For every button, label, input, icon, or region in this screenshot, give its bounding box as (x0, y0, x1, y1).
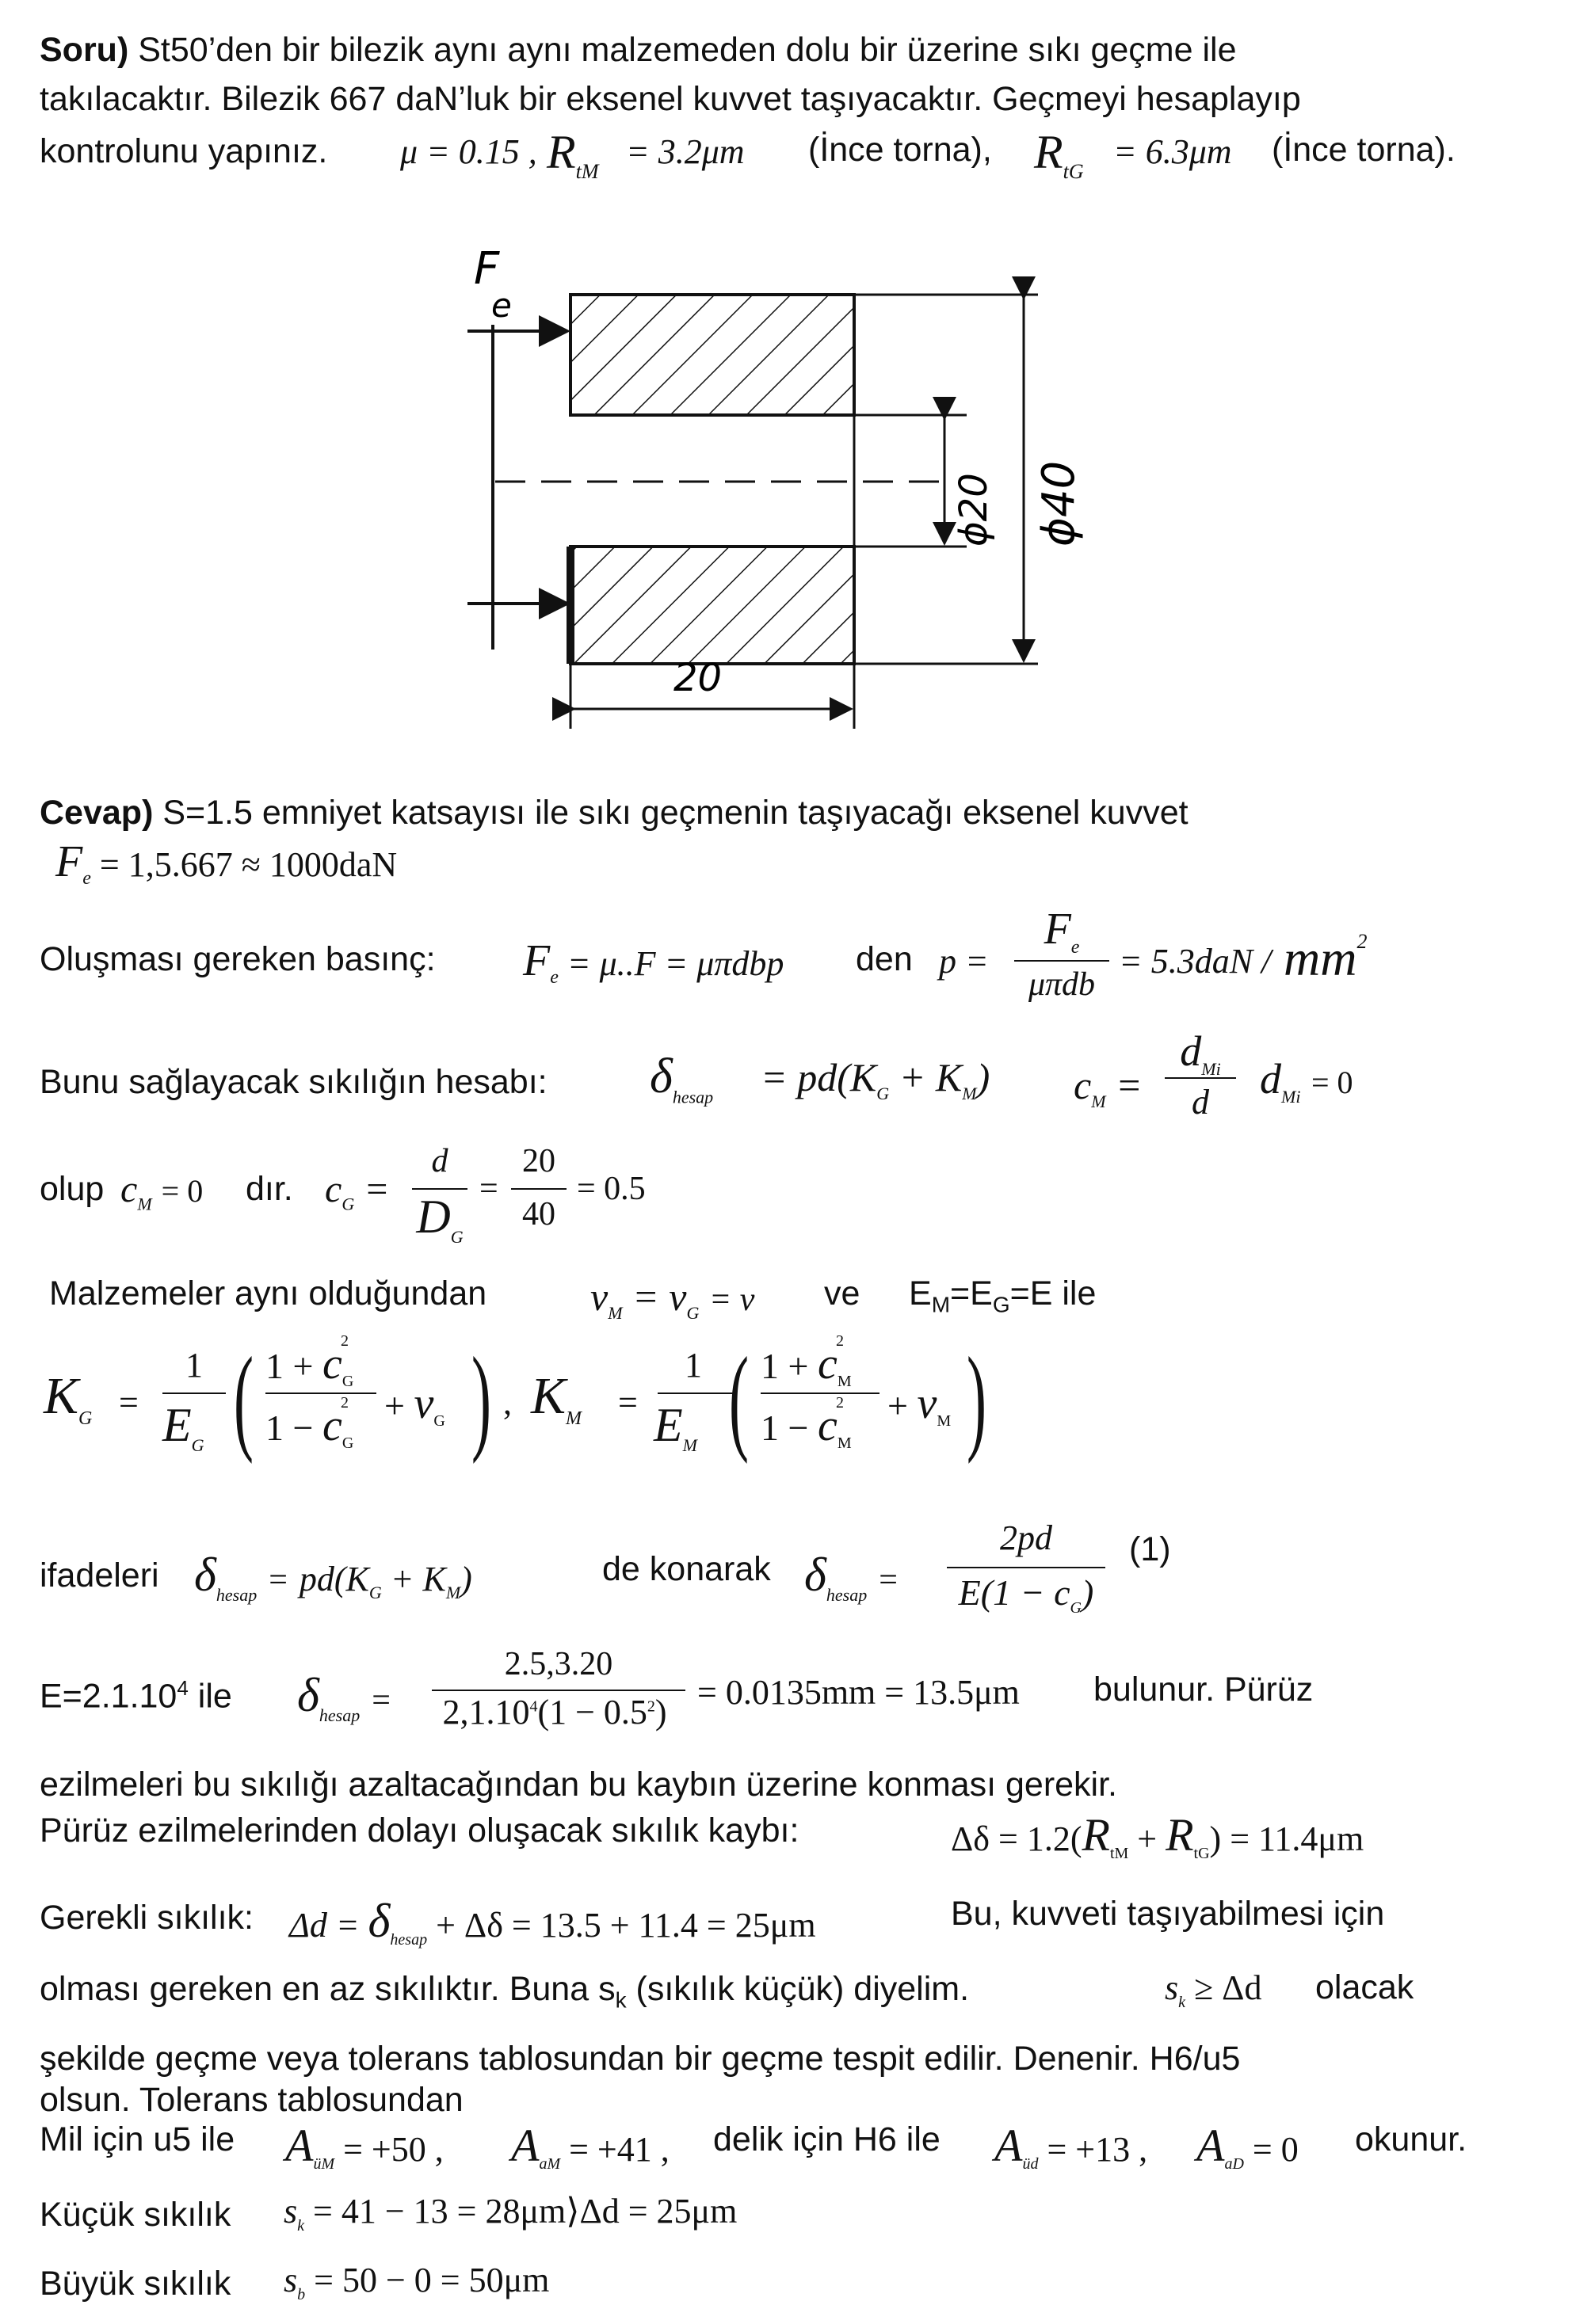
gerekli-tail: Bu, kuvveti taşıyabilmesi için (951, 1895, 1385, 1933)
dmi-zero: $d_{Mi} = 0$ (1260, 1055, 1353, 1107)
de-konarak: de konarak (602, 1550, 771, 1588)
cg-D-text: D (416, 1191, 451, 1243)
ile-text: ile (1062, 1274, 1097, 1312)
rtm-symbol: $R_{tM}$ (547, 126, 599, 183)
a-ad-text: = 0 (1252, 2130, 1299, 2169)
sk-ge: $s_k \ge \Delta d$ (1165, 1968, 1262, 2011)
dmi-denominator: d (1192, 1083, 1209, 1122)
bulunur-text: bulunur. Pürüz (1093, 1671, 1314, 1709)
p-symbol: p = (939, 942, 989, 981)
dmi-zero-text: = 0 (1311, 1065, 1353, 1100)
dmi-numerator: $d_{Mi}$ (1180, 1027, 1221, 1079)
force-sub: e (491, 286, 512, 325)
kucuk-text: Küçük sıkılık (40, 2196, 231, 2234)
eq-number: (1) (1129, 1530, 1171, 1568)
em-text: E (909, 1274, 932, 1312)
bushing-drawing (428, 238, 1236, 745)
kucuk-eq-text: = 41 − 13 = 28μm⟩Δd = 25μm (313, 2192, 738, 2231)
gerekli-eq-text: Δd = (289, 1906, 360, 1945)
a-um: $A_{üM} = +50$ , (285, 2120, 444, 2173)
pressure-equation: $F_e = \mu..F = \mu\pi dbp$ (523, 936, 784, 988)
gerekli-eq: $\Delta d = \delta_{hesap} + \Delta\delta = 13.5 + 11.4 = 25\mu m$ (289, 1895, 816, 1949)
tight-text: Bunu sağlayacak sıkılığın hesabı: (40, 1063, 548, 1101)
cg-val: = 0.5 (577, 1171, 646, 1207)
p-unit: $mm^2$ (1284, 929, 1368, 986)
dim-length: 20 (673, 656, 723, 700)
frac-2pd: 2pd (1000, 1518, 1052, 1557)
answer-line-1 (40, 796, 1189, 830)
p-num: F (1044, 905, 1071, 954)
question-text-3: kontrolunu yapınız. (40, 132, 328, 170)
dir-text: dır. (246, 1170, 293, 1208)
a-ad: $A_{aD} = 0$ (1196, 2120, 1299, 2173)
cg-symbol: $c_G$ = (325, 1168, 390, 1214)
rtm-value: = 3.2μm (626, 132, 745, 171)
line-olsun: olsun. Tolerans tablosundan (40, 2081, 464, 2119)
p-unit-text: mm (1284, 930, 1357, 986)
cm-text: c (1074, 1063, 1092, 1107)
force-label: F (474, 243, 500, 295)
line-olmasi: olması gereken en az sıkılıktır. Buna $s_k$ (sıkılık küçük) diyelim. (40, 1970, 970, 2013)
calc-numerator: 2.5,3.20 (504, 1646, 613, 1682)
cg-D: $D_G$ (416, 1191, 464, 1247)
cm-zero: $c_M = 0$ (120, 1168, 204, 1214)
nu-eq-text: = ν (708, 1282, 755, 1318)
pressure-text: Oluşması gereken basınç: (40, 940, 436, 978)
delta-hesap-2: $\delta_{hesap} = pd(K_G + K_M)$ (194, 1549, 472, 1605)
calc-denominator: $2,1.10^4(1 - 0.5^2)$ (442, 1693, 667, 1732)
gerekli-text: Gerekli sıkılık: (40, 1899, 254, 1937)
fe-equation: $F_e = 1,5.667 \approx 1000daN$ (55, 837, 398, 889)
dmi-num: d (1180, 1027, 1202, 1075)
e-ile: ile (197, 1677, 232, 1716)
lower-section (570, 547, 854, 664)
upper-section (570, 295, 854, 415)
gerekli-res: + Δδ = 13.5 + 11.4 = 25μm (436, 1906, 816, 1945)
a-am: $A_{aM} = +41$ , (511, 2120, 670, 2173)
cg-eq1: = (479, 1171, 498, 1207)
ifadeleri-text: ifadeleri (40, 1556, 159, 1594)
delta-eq-text: = pd(K (761, 1055, 877, 1099)
delta-eq: = $pd(K_G + K_M)$ (761, 1055, 990, 1103)
pressure-den: den (856, 940, 913, 978)
buyuk-text: Büyük sıkılık (40, 2265, 231, 2303)
cg-20: 20 (522, 1143, 555, 1179)
delta-hesap-3: $\delta_{hesap}$ = (804, 1549, 898, 1605)
mil-text: Mil için u5 ile (40, 2120, 235, 2158)
em-eg: $E_M=E_G=E$ ile (909, 1274, 1097, 1317)
kucuk-eq: $s_k = 41 - 13$ = 28μm⟩Δd = 25μm (284, 2192, 738, 2234)
line-sekil: şekilde geçme veya tolerans tablosundan bir geçme tespit edilir. Denenir. H6/u5 (40, 2040, 1241, 2078)
e-value (40, 1676, 232, 1716)
kayip-eq: $\Delta\delta = 1.2(R_{tM} + R_{tG}) = 11.4\mu m$ (951, 1809, 1364, 1862)
olup-text: olup (40, 1170, 105, 1208)
olmasi-text: olması gereken en az sıkılıktır. Buna s (40, 1970, 616, 2008)
question-label: Soru) (40, 31, 129, 69)
buyuk-eq: $s_b = 50 - 0 = 50\mu m$ (284, 2261, 550, 2303)
fe-value: = 1,5.667 ≈ 1000daN (99, 845, 398, 884)
answer-intro: S=1.5 emniyet katsayısı ile sıkı geçmenin taşıyacağı eksenel kuvvet (162, 794, 1189, 832)
ve-text: ve (824, 1274, 860, 1312)
question-line-1 (40, 33, 1237, 67)
answer-label: Cevap) (40, 794, 154, 832)
kayip-res: ) = 11.4μm (1209, 1819, 1364, 1858)
rtg-note: (İnce torna). (1272, 131, 1456, 169)
same-text: Malzemeler aynı olduğundan (49, 1274, 487, 1312)
question-text-1: St50’den bir bilezik aynı aynı malzemeden dolu bir üzerine sıkı geçme ile (138, 31, 1237, 69)
a-um-text: = +50 , (343, 2130, 444, 2169)
kg-formula: $K_G$ = 1 $E_G$ ( $1 + c_G$ 2 $1 - c_G$ 2 + $\nu_G$ ) , $K_M$ = 1 $E_M$ ( $1 + c_M$ 2 $1 - c_M$ 2 + $\nu_M$ ) (44, 1332, 986, 1465)
delik-text: delik için H6 ile (713, 2120, 941, 2158)
dim-inner: ϕ20 (952, 473, 996, 547)
olacak-text: olacak (1315, 1968, 1414, 2006)
p-result: = 5.3daN / (1119, 942, 1272, 981)
a-am-text: = +41 , (569, 2130, 670, 2169)
delta-hesap-1: $\delta_{hesap}$ (650, 1050, 714, 1107)
cg-40: 40 (522, 1196, 555, 1232)
frac-e-den: $E(1 - c_G)$ (958, 1572, 1094, 1617)
buyuk-eq-text: = 50 − 0 = 50μm (314, 2261, 550, 2299)
rtg-symbol: $R_{tG}$ (1034, 126, 1084, 183)
question-line-3 (40, 132, 328, 170)
nu-equation: $\nu_M = \nu_G = \nu$ (590, 1274, 755, 1323)
den-calc-text: 2,1.10 (442, 1693, 530, 1732)
pressure-eq: = μ..F = μπdbp (567, 944, 784, 983)
cg-d: d (431, 1143, 448, 1179)
p-denominator: μπdb (1028, 966, 1096, 1003)
a-ud-text: = +13 , (1047, 2130, 1148, 2169)
delta-hesap-4: $\delta_{hesap}$ = (297, 1669, 391, 1725)
kayip-eq-text: Δδ = 1.2( (951, 1819, 1082, 1858)
a-ud: $A_{üd} = +13$ , (994, 2120, 1148, 2173)
cm-symbol: $c_M$ = (1074, 1063, 1143, 1111)
question-line-2: takılacaktır. Bilezik 667 daN’luk bir eksenel kuvvet taşıyacaktır. Geçmeyi hesaplayıp (40, 80, 1301, 118)
line-kayip: Pürüz ezilmelerinden dolayı oluşacak sıkılık kaybı: (40, 1812, 799, 1850)
olmasi-text-2: (sıkılık küçük) diyelim. (635, 1970, 970, 2008)
rtm-note: (İnce torna), (808, 131, 992, 169)
p-numerator: $F_e$ (1044, 905, 1080, 958)
rtg-value: = 6.3μm (1113, 132, 1232, 171)
dim-outer: ϕ40 (1033, 460, 1085, 547)
cm-zero-text: = 0 (161, 1173, 204, 1209)
e-val-text: E=2.1.10 (40, 1677, 177, 1716)
e-exp: 4 (177, 1676, 189, 1700)
sk-ge-text: ≥ Δd (1194, 1968, 1262, 2007)
calc-result: = 0.0135mm = 13.5μm (697, 1673, 1020, 1712)
okunur-text: okunur. (1355, 2120, 1467, 2158)
mu-value: μ = 0.15 , (400, 132, 537, 171)
line-ezil: ezilmeleri bu sıkılığı azaltacağından bu kaybın üzerine konması gerekir. (40, 1766, 1118, 1804)
